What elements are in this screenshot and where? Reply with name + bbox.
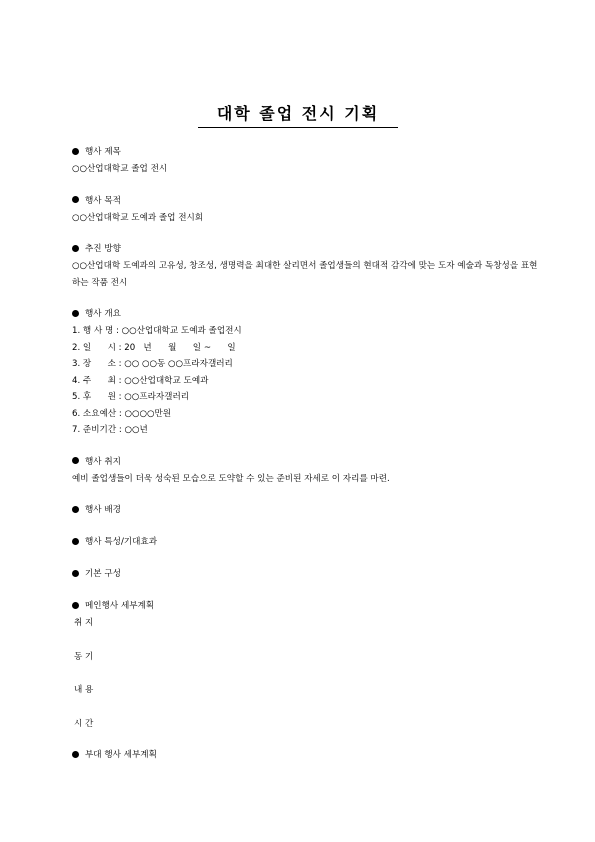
plan-label: 시 간 xyxy=(74,718,94,729)
title-block xyxy=(198,103,398,128)
section-direction xyxy=(72,241,542,291)
heading-text: 행사 특성/기대효과 xyxy=(85,537,158,547)
overview-item: 1. 행 사 명 : ○○산업대학교 도예과 졸업전시 xyxy=(72,326,242,336)
bullet-icon xyxy=(72,245,79,252)
section-text: ○○산업대학교 도예과 졸업 전시회 xyxy=(72,212,204,223)
bullet-icon xyxy=(72,457,79,464)
overview-item: 3. 장 소 : ○○ ○○동 ○○프라자갤러리 xyxy=(72,359,233,369)
overview-item: 7. 준비기간 : ○○년 xyxy=(72,425,148,435)
heading-text: 부대 행사 세부계획 xyxy=(85,750,157,760)
plan-label: 동 기 xyxy=(74,651,94,662)
section-main-event xyxy=(72,598,542,732)
section-background xyxy=(72,502,542,519)
section-event-title xyxy=(72,144,542,178)
section-heading xyxy=(72,144,542,161)
heading-text: 메인행사 세부계획 xyxy=(85,601,155,611)
heading-text: 기본 구성 xyxy=(85,569,121,579)
section-text: 예비 졸업생들이 더욱 성숙된 모습으로 도약할 수 있는 준비된 자세로 이 자리를 마련. xyxy=(72,473,390,484)
section-heading xyxy=(72,566,542,583)
section-overview xyxy=(72,306,542,439)
document-body xyxy=(72,144,542,764)
heading-text: 행사 개요 xyxy=(85,309,121,319)
overview-item: 4. 주 최 : ○○산업대학교 도예과 xyxy=(72,375,209,386)
bullet-icon xyxy=(72,538,79,545)
page-title: 대학 졸업 전시 기획 xyxy=(198,103,398,128)
heading-text: 행사 제목 xyxy=(85,147,121,157)
bullet-icon xyxy=(72,570,79,577)
bullet-icon xyxy=(72,148,79,155)
section-heading xyxy=(72,454,542,471)
section-heading xyxy=(72,534,542,551)
plan-label: 내 용 xyxy=(74,685,94,695)
section-side-event xyxy=(72,747,542,764)
section-heading xyxy=(72,241,542,258)
heading-text: 추진 방향 xyxy=(85,244,121,254)
section-heading xyxy=(72,747,542,764)
bullet-icon xyxy=(72,506,79,513)
section-heading xyxy=(72,598,542,615)
section-text: ○○산업대학교 졸업 전시 xyxy=(72,164,168,174)
section-structure xyxy=(72,566,542,583)
overview-item: 2. 일 시 : 20 년 월 일 ~ 일 xyxy=(72,342,236,353)
bullet-icon xyxy=(72,751,79,758)
plan-label: 취 지 xyxy=(74,618,94,628)
section-text: ○○산업대학 도예과의 고유성, 창조성, 생명력을 최대한 살리면서 졸업생들의 현대적 감각에 맞는 도자 예술과 독창성을 표현하는 작품 전시 xyxy=(72,261,538,288)
section-heading xyxy=(72,502,542,519)
section-features xyxy=(72,534,542,551)
overview-item: 6. 소요예산 : ○○○○만원 xyxy=(72,408,172,419)
section-event-purpose xyxy=(72,193,542,227)
section-intent xyxy=(72,454,542,488)
overview-item: 5. 후 원 : ○○프라자갤러리 xyxy=(72,392,190,402)
section-heading xyxy=(72,193,542,210)
section-heading xyxy=(72,306,542,323)
heading-text: 행사 취지 xyxy=(85,456,121,467)
bullet-icon xyxy=(72,196,79,203)
bullet-icon xyxy=(72,310,79,317)
bullet-icon xyxy=(72,602,79,609)
heading-text: 행사 목적 xyxy=(85,195,121,206)
heading-text: 행사 배경 xyxy=(85,505,121,515)
